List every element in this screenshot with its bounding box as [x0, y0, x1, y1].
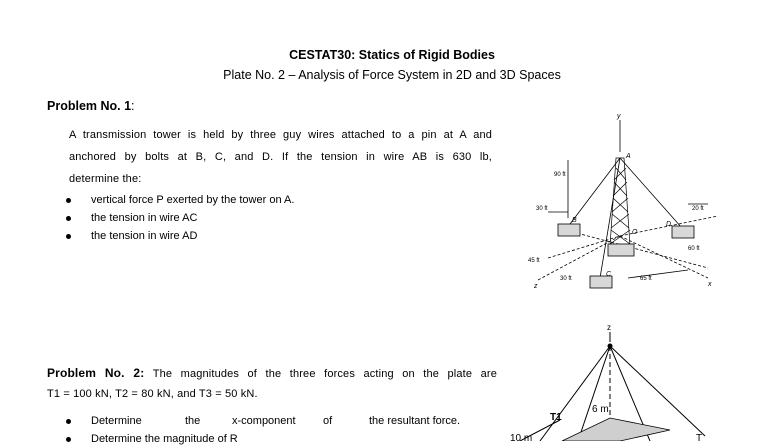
- problem2-line2: T1 = 100 kN, T2 = 80 kN, and T3 = 50 kN.: [47, 388, 258, 400]
- problem1-bullet-list: [66, 191, 294, 245]
- tower-lattice: [610, 158, 630, 246]
- problem2-bullet1-word: x-component: [232, 415, 296, 427]
- problem1-bullet-text: vertical force P exerted by the tower on A.: [91, 194, 295, 206]
- problem1-bullet-text: the tension in wire AC: [91, 212, 198, 224]
- problem2-bullet1-word: of: [323, 415, 333, 427]
- problem2-bullet-list: [66, 412, 481, 448]
- label-y: y: [617, 113, 621, 120]
- dim-65ft: 65 ft: [640, 276, 652, 282]
- problem2-bullet: [66, 412, 481, 430]
- label-b: B: [572, 217, 577, 224]
- label-x: x: [708, 281, 712, 288]
- problem2-line1: [47, 363, 497, 384]
- bullet-dot-icon: [66, 198, 71, 203]
- dim-90ft: 90 ft: [554, 172, 566, 178]
- anchor-block-b: [558, 224, 580, 236]
- problem1-line3: determine the:: [69, 173, 142, 185]
- problem2-bullet: [66, 430, 481, 448]
- problem2-bullet-text: Determine the magnitude of R: [91, 433, 238, 445]
- problem1-paragraph: [69, 124, 492, 190]
- anchor-block-d: [672, 226, 694, 238]
- dim-45ft: 45 ft: [528, 258, 540, 264]
- problem2-bullet1-word: the: [185, 415, 201, 427]
- label-t1: T1: [550, 412, 562, 423]
- label-a: A: [626, 153, 631, 160]
- problem1-bullet: [66, 209, 294, 227]
- wire-ad: [620, 158, 682, 228]
- label-z: z: [534, 283, 538, 290]
- problem1-heading-bold: Problem No. 1: [47, 99, 132, 113]
- x-axis-line: [620, 236, 708, 278]
- apex-point: [608, 344, 613, 349]
- bullet-dot-icon: [66, 234, 71, 239]
- label-c: C: [606, 271, 612, 278]
- label-t: T: [696, 433, 703, 441]
- dim-30ft: 30 ft: [536, 206, 548, 212]
- dim-6m: 6 m: [592, 404, 609, 415]
- bullet-dot-icon: [66, 419, 71, 424]
- plate-surface: [562, 418, 670, 441]
- problem2-paragraph: [47, 363, 497, 404]
- problem1-bullet-text: the tension in wire AD: [91, 230, 198, 242]
- problem2-bullet1-word: Determine: [91, 415, 142, 427]
- problem2-bullet1-word: the resultant force.: [369, 415, 461, 427]
- problem2-heading: Problem No. 2:: [47, 366, 145, 380]
- dim-10m: 10 m: [510, 433, 533, 441]
- problem1-heading: [47, 99, 135, 113]
- problem1-heading-colon: :: [131, 99, 135, 113]
- tower-base-block: [608, 244, 634, 256]
- label-o: O: [632, 229, 638, 236]
- problem2-line1-text: The magnitudes of the three forces acting on the plate are: [152, 368, 498, 380]
- plate-title: Plate No. 2 – Analysis of Force System in 2D and 3D Spaces: [223, 68, 561, 82]
- dim-20ft: 20 ft: [692, 206, 704, 212]
- tower-figure: [528, 108, 724, 300]
- problem1-line1: A transmission tower is held by three guy wires attached to a pin at A and: [69, 129, 492, 141]
- dim-30ft-b: 30 ft: [560, 276, 572, 282]
- dimension-line: [628, 270, 688, 278]
- bullet-dot-icon: [66, 437, 71, 442]
- label-z: z: [607, 323, 611, 332]
- label-d: D: [666, 221, 672, 228]
- problem1-bullet: [66, 191, 294, 209]
- bullet-dot-icon: [66, 216, 71, 221]
- course-title: CESTAT30: Statics of Rigid Bodies: [289, 48, 495, 62]
- problem1-line2: anchored by bolts at B, C, and D. If the tension in wire AB is 630 lb,: [69, 151, 492, 163]
- dim-60ft: 60 ft: [688, 246, 700, 252]
- plate-figure: [500, 318, 740, 441]
- problem1-bullet: [66, 227, 294, 245]
